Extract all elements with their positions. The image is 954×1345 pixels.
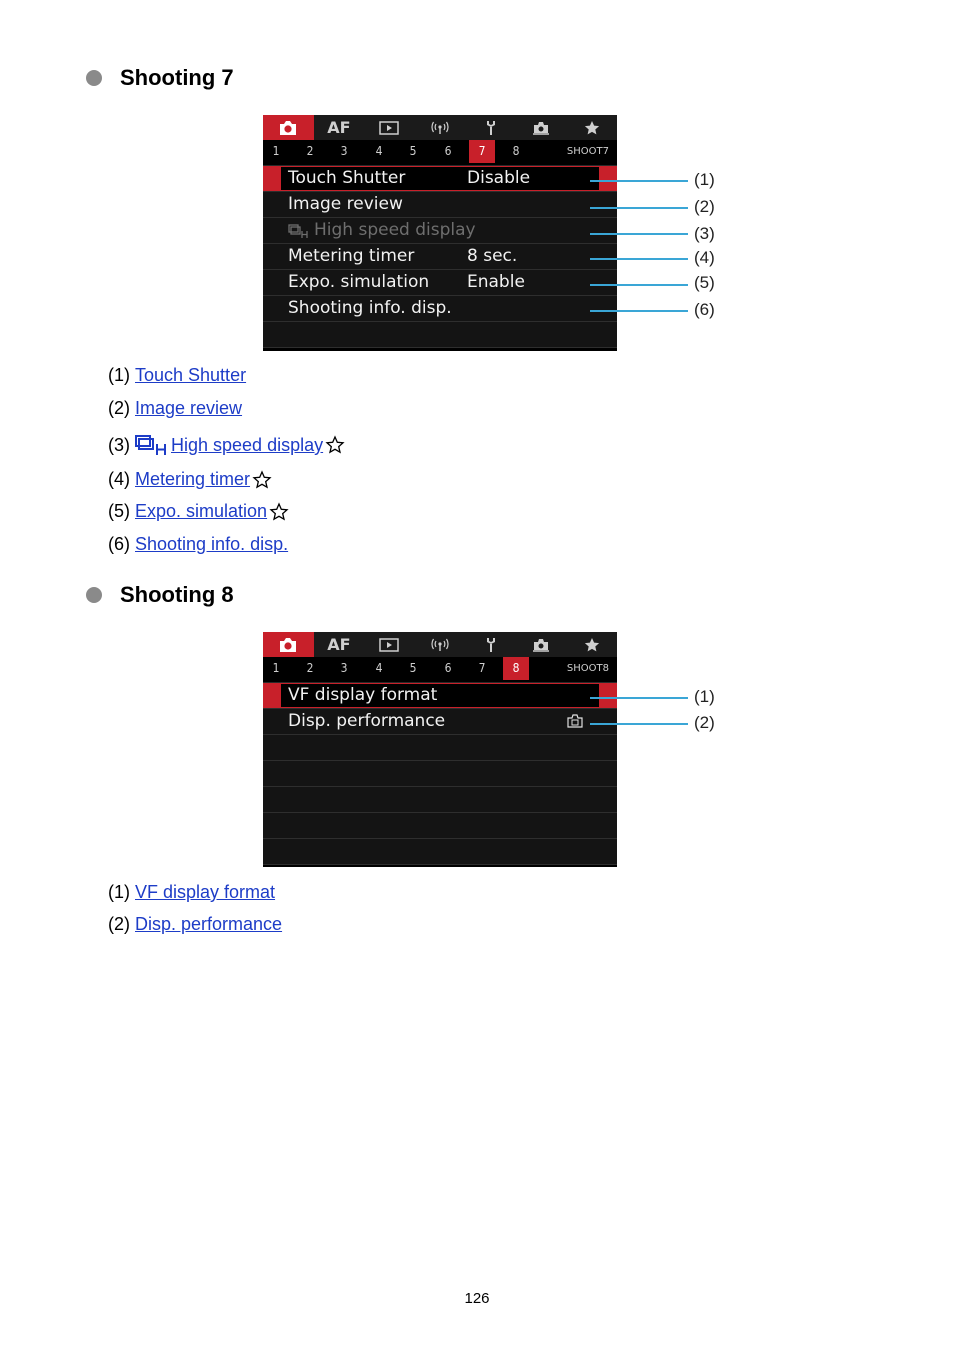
menu-row-shooting-info-disp[interactable]	[263, 296, 617, 322]
tab-my-menu[interactable]	[566, 115, 617, 140]
star-icon	[252, 470, 272, 490]
reference-item: (2) Image review	[108, 398, 243, 418]
page-num-5[interactable]: 5	[409, 144, 417, 158]
creative-zone-mode-icon	[567, 714, 583, 728]
link-vf-display-format[interactable]: VF display format	[135, 882, 276, 902]
menu-row-expo-simulation[interactable]	[263, 270, 617, 296]
tab-custom-functions[interactable]	[516, 632, 567, 657]
menu-row-label: Disp. performance	[288, 711, 446, 731]
reference-item: (1) VF display format	[108, 882, 276, 902]
link-disp-performance[interactable]: Disp. performance	[135, 914, 283, 934]
high-speed-continuous-icon	[288, 223, 312, 239]
menu-tab-bar	[263, 115, 617, 140]
tab-playback[interactable]	[364, 115, 415, 140]
tab-custom-functions[interactable]	[516, 115, 567, 140]
page-num-2[interactable]: 2	[306, 661, 314, 675]
callout-number: (2)	[694, 197, 715, 216]
menu-row-value: Enable	[467, 272, 525, 292]
menu-row-empty	[263, 839, 617, 865]
section-title: Shooting 8	[120, 582, 234, 607]
link-shooting-info-disp[interactable]: Shooting info. disp.	[135, 534, 289, 554]
callout-line	[590, 258, 688, 260]
camera-menu-shoot8	[263, 632, 617, 867]
tab-setup[interactable]	[465, 115, 516, 140]
menu-page-label: SHOOT8	[566, 663, 609, 674]
menu-row-vf-display-format[interactable]	[263, 683, 617, 709]
callout-line	[590, 207, 688, 209]
reference-item: (6) Shooting info. disp.	[108, 534, 289, 554]
callout-number: (1)	[694, 170, 715, 189]
star-icon	[269, 502, 289, 522]
link-metering-timer[interactable]: Metering timer	[135, 469, 251, 489]
menu-row-label: Image review	[288, 194, 403, 214]
star-icon	[325, 435, 345, 455]
page-num-6[interactable]: 6	[444, 144, 452, 158]
tab-wireless[interactable]	[415, 632, 466, 657]
callout-line	[590, 180, 688, 182]
af-tab-icon: AF	[327, 118, 351, 137]
reference-item: (2) Disp. performance	[108, 914, 283, 934]
menu-tab-bar	[263, 632, 617, 657]
high-speed-continuous-icon	[135, 434, 171, 456]
setup-wrench-icon	[483, 120, 499, 136]
menu-row-label: VF display format	[288, 685, 438, 705]
bullet-icon	[86, 70, 102, 86]
section-title: Shooting 7	[120, 65, 234, 90]
section-heading	[86, 65, 234, 91]
page-number: 126	[464, 1290, 490, 1307]
page-num-1[interactable]: 1	[272, 661, 280, 675]
menu-row-label: Expo. simulation	[288, 272, 430, 292]
reference-item: (3) High speed display	[108, 434, 345, 456]
tab-my-menu[interactable]	[566, 632, 617, 657]
menu-row-empty	[263, 813, 617, 839]
callout-number: (2)	[694, 713, 715, 732]
custom-function-icon	[532, 120, 550, 136]
menu-row-label: Shooting info. disp.	[288, 298, 452, 318]
custom-function-icon	[532, 637, 550, 653]
menu-row-empty	[263, 735, 617, 761]
menu-row-disp-performance[interactable]	[263, 709, 617, 735]
menu-row-label: Metering timer	[288, 246, 415, 266]
my-menu-star-icon	[584, 637, 600, 653]
callout-line	[590, 310, 688, 312]
tab-setup[interactable]	[465, 632, 516, 657]
menu-row-label: Touch Shutter	[288, 168, 406, 188]
callout-line	[590, 284, 688, 286]
camera-icon	[278, 637, 298, 653]
page-num-4[interactable]: 4	[375, 144, 383, 158]
tab-shooting[interactable]	[263, 115, 314, 140]
wireless-icon	[430, 121, 450, 135]
reference-item: (4) Metering timer	[108, 469, 272, 490]
callout-number: (6)	[694, 300, 715, 319]
menu-row-empty	[263, 322, 617, 348]
tab-shooting[interactable]	[263, 632, 314, 657]
menu-page-label: SHOOT7	[566, 146, 609, 157]
link-high-speed-display[interactable]: High speed display	[135, 434, 323, 456]
page-num-8[interactable]: 8	[503, 657, 529, 680]
camera-menu-shoot7	[263, 115, 617, 351]
menu-row-metering-timer[interactable]	[263, 244, 617, 270]
playback-icon	[379, 121, 399, 135]
page-num-1[interactable]: 1	[272, 144, 280, 158]
link-expo-simulation[interactable]: Expo. simulation	[135, 501, 268, 521]
callout-number: (1)	[694, 687, 715, 706]
playback-icon	[379, 638, 399, 652]
link-touch-shutter[interactable]: Touch Shutter	[135, 365, 247, 385]
bullet-icon	[86, 587, 102, 603]
page-num-3[interactable]: 3	[340, 661, 348, 675]
callout-line	[590, 697, 688, 699]
callout-number: (5)	[694, 273, 715, 292]
camera-icon	[278, 120, 298, 136]
menu-row-empty	[263, 787, 617, 813]
callout-number: (3)	[694, 224, 715, 243]
page-num-7[interactable]: 7	[478, 661, 486, 675]
page-num-6[interactable]: 6	[444, 661, 452, 675]
menu-row-touch-shutter[interactable]	[263, 166, 617, 192]
link-image-review[interactable]: Image review	[135, 398, 243, 418]
af-tab-icon: AF	[327, 635, 351, 654]
reference-item: (5) Expo. simulation	[108, 501, 289, 522]
menu-row-label: High speed display	[314, 220, 476, 240]
section-heading	[86, 582, 234, 608]
menu-row-empty	[263, 761, 617, 787]
page-num-3[interactable]: 3	[340, 144, 348, 158]
setup-wrench-icon	[483, 637, 499, 653]
tab-wireless[interactable]	[415, 115, 466, 140]
callout-line	[590, 233, 688, 235]
reference-item: (1) Touch Shutter	[108, 365, 247, 385]
wireless-icon	[430, 638, 450, 652]
tab-playback[interactable]	[364, 632, 415, 657]
menu-page-numbers	[263, 657, 617, 683]
callout-line	[590, 723, 688, 725]
page-num-5[interactable]: 5	[409, 661, 417, 675]
menu-row-image-review[interactable]	[263, 192, 617, 218]
menu-page-numbers	[263, 140, 617, 166]
page-num-4[interactable]: 4	[375, 661, 383, 675]
menu-row-high-speed-display[interactable]	[263, 218, 617, 244]
callout-number: (4)	[694, 248, 715, 267]
my-menu-star-icon	[584, 120, 600, 136]
menu-row-value: Disable	[467, 168, 531, 188]
menu-row-value: 8 sec.	[467, 246, 518, 266]
page-num-7[interactable]: 7	[469, 140, 495, 163]
tab-af[interactable]	[314, 632, 365, 657]
page-num-2[interactable]: 2	[306, 144, 314, 158]
tab-af[interactable]	[314, 115, 365, 140]
page-num-8[interactable]: 8	[512, 144, 520, 158]
